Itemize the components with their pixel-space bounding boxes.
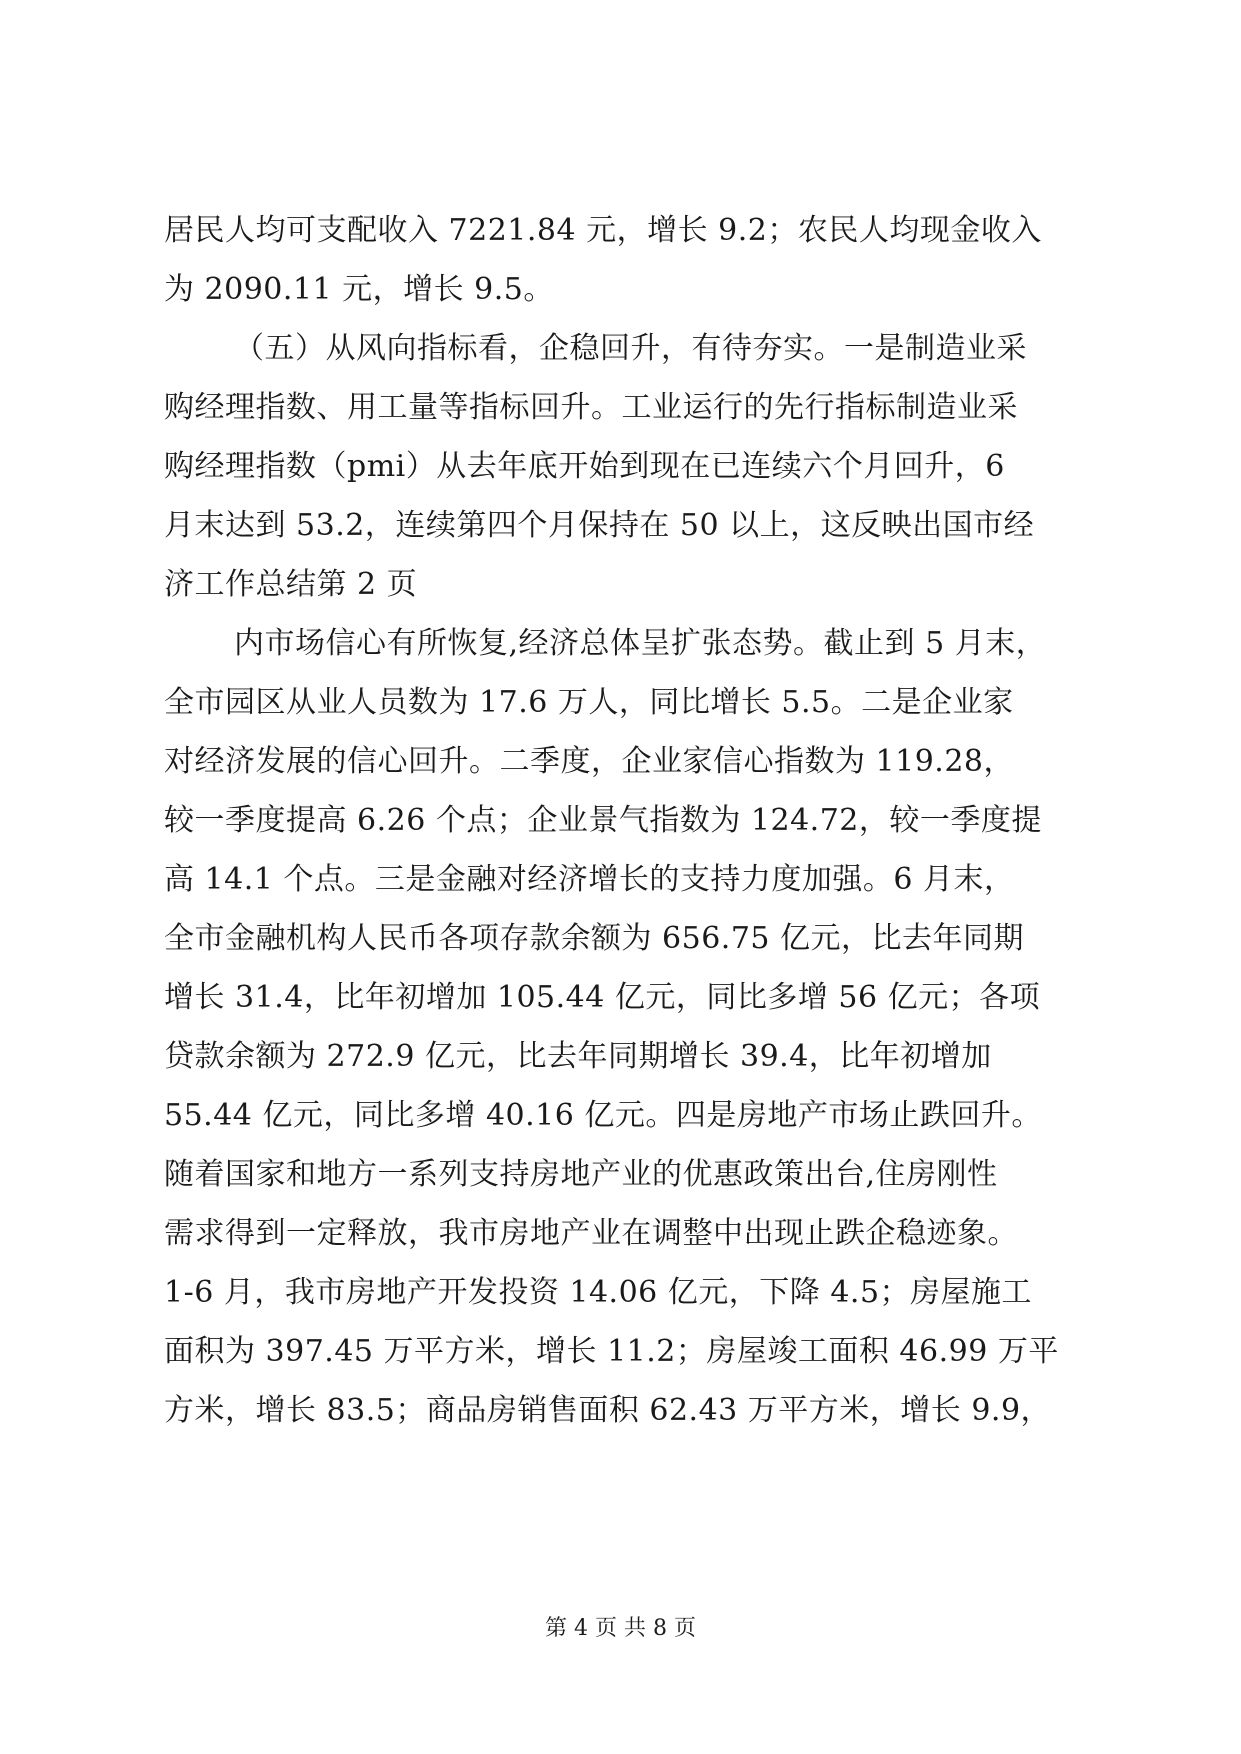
text-line: 55.44 亿元，同比多增 40.16 亿元。四是房地产市场止跌回升。	[164, 1098, 1042, 1133]
page-footer: 第 4 页 共 8 页	[545, 1616, 696, 1641]
text-line: 购经理指数（pmi）从去年底开始到现在已连续六个月回升，6	[164, 449, 1005, 484]
text-line: 为 2090.11 元，增长 9.5。	[164, 272, 554, 307]
text-line: 对经济发展的信心回升。二季度，企业家信心指数为 119.28，	[164, 744, 1015, 779]
text-line: 全市园区从业人员数为 17.6 万人，同比增长 5.5。二是企业家	[164, 685, 1014, 720]
text-line: 方米，增长 83.5；商品房销售面积 62.43 万平方米，增长 9.9，	[164, 1393, 1052, 1428]
text-line: 内市场信心有所恢复,经济总体呈扩张态势。截止到 5 月末，	[234, 626, 1047, 661]
text-line: 需求得到一定释放，我市房地产业在调整中出现止跌企稳迹象。	[164, 1216, 1018, 1251]
text-line: 购经理指数、用工量等指标回升。工业运行的先行指标制造业采	[164, 390, 1018, 425]
text-line: 贷款余额为 272.9 亿元，比去年同期增长 39.4，比年初增加	[164, 1039, 992, 1074]
text-line: 增长 31.4，比年初增加 105.44 亿元，同比多增 56 亿元；各项	[164, 980, 1041, 1015]
text-line: 月末达到 53.2，连续第四个月保持在 50 以上，这反映出国市经	[164, 508, 1035, 543]
text-line: 较一季度提高 6.26 个点；企业景气指数为 124.72，较一季度提	[164, 803, 1042, 838]
text-line: 面积为 397.45 万平方米，增长 11.2；房屋竣工面积 46.99 万平	[164, 1334, 1059, 1369]
text-line: 济工作总结第 2 页	[164, 567, 418, 602]
text-line: 1-6 月，我市房地产开发投资 14.06 亿元，下降 4.5；房屋施工	[164, 1275, 1033, 1310]
text-line: 高 14.1 个点。三是金融对经济增长的支持力度加强。6 月末，	[164, 862, 1015, 897]
text-line: 随着国家和地方一系列支持房地产业的优惠政策出台,住房刚性	[164, 1157, 998, 1192]
text-line: 全市金融机构人民币各项存款余额为 656.75 亿元，比去年同期	[164, 921, 1025, 956]
text-line: 居民人均可支配收入 7221.84 元，增长 9.2；农民人均现金收入	[164, 213, 1042, 248]
text-line: （五）从风向指标看，企稳回升，有待夯实。一是制造业采	[234, 331, 1027, 366]
